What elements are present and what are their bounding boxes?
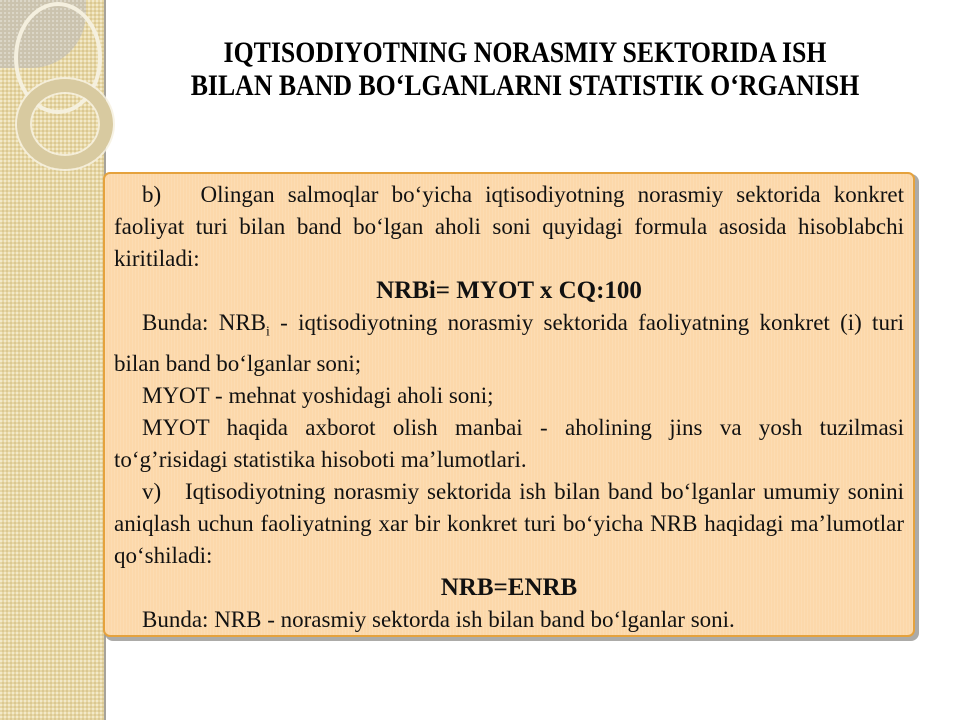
paragraph-bunda-nrb: Bunda: NRB - norasmiy sektorda ish bilan band bo‘lganlar soni. bbox=[142, 606, 735, 632]
paragraph-text-after-subscript: - iqtisodiyotning norasmiy sektorida faoliyatning konkret (i) turi bilan band bo‘lganlar soni; bbox=[114, 310, 904, 376]
content-box bbox=[103, 172, 915, 637]
slide-title-line-2: BILAN BAND BO‘LGANLARNI STATISTIK O‘RGANISH bbox=[190, 69, 860, 102]
paragraph-text-before-subscript: Bunda: NRB bbox=[142, 310, 267, 335]
slide-title bbox=[120, 36, 930, 102]
formula-nrbi: NRBi= MYOT x CQ:100 bbox=[376, 277, 642, 304]
paragraph-bunda-nrbi bbox=[114, 307, 904, 380]
paragraph-b: b) Olingan salmoqlar bo‘yicha iqtisodiyotning norasmiy sektorida konkret faoliyat turi bilan band bo‘lgan aholi soni quyidagi formula asosida hisoblabchi kiritiladi: bbox=[114, 182, 904, 271]
paragraph-myot-manba: MYOT haqida axborot olish manbai - aholining jins va yosh tuzilmasi to‘g’risidagi statistika hisoboti ma’lumotlari. bbox=[114, 414, 904, 472]
subscript-i: i bbox=[266, 323, 270, 339]
slide-title-line-1: IQTISODIYOTNING NORASMIY SEKTORIDA ISH bbox=[223, 36, 827, 69]
ring-decor bbox=[17, 79, 113, 169]
paragraph-myot: MYOT - mehnat yoshidagi aholi soni; bbox=[142, 382, 494, 408]
paragraph-v: v) Iqtisodiyotning norasmiy sektorida ish bilan band bo‘lganlar umumiy sonini aniqlash uchun faoliyatning xar bir konkret turi bo‘yicha NRB haqidagi ma’lumotlar qo‘shiladi: bbox=[114, 478, 904, 568]
formula-nrb: NRB=ENRB bbox=[440, 573, 578, 601]
